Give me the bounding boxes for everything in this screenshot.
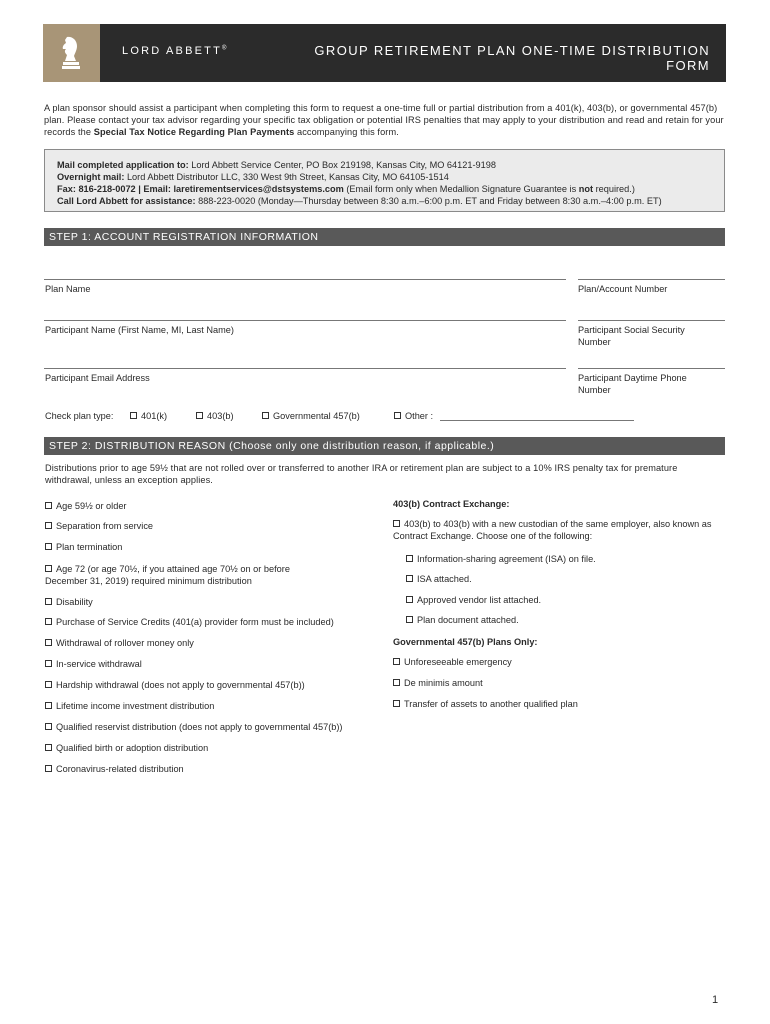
exchange-isa-on-file[interactable]: Information-sharing agreement (ISA) on file. xyxy=(406,553,596,565)
checkbox[interactable] xyxy=(45,598,52,605)
contract-exchange-heading: 403(b) Contract Exchange: xyxy=(393,499,510,509)
participant-name-field[interactable] xyxy=(44,320,566,321)
checkbox[interactable] xyxy=(393,700,400,707)
form-title: GROUP RETIREMENT PLAN ONE-TIME DISTRIBUTION FORM xyxy=(314,43,710,73)
knight-icon xyxy=(61,35,81,71)
checkbox[interactable] xyxy=(394,412,401,419)
reason-in-service[interactable]: In-service withdrawal xyxy=(45,658,142,670)
ssn-label: Participant Social Security Number xyxy=(578,325,685,348)
reason-transfer-assets[interactable]: Transfer of assets to another qualified plan xyxy=(393,698,578,710)
step2-header: STEP 2: DISTRIBUTION REASON (Choose only one distribution reason, if applicable.) xyxy=(44,437,725,455)
checkbox[interactable] xyxy=(45,543,52,550)
checkbox[interactable] xyxy=(262,412,269,419)
checkbox[interactable] xyxy=(393,679,400,686)
ssn-field[interactable] xyxy=(578,320,725,321)
plan-type-403b[interactable]: 403(b) xyxy=(196,410,234,422)
checkbox[interactable] xyxy=(406,555,413,562)
reason-age-59[interactable]: Age 59½ or older xyxy=(45,500,127,512)
checkbox[interactable] xyxy=(406,616,413,623)
step2-note: Distributions prior to age 59½ that are not rolled over or transferred to another IRA or retirement plan are subject to a 10% IRS penalty tax for premature withdrawal, unless an exception applies. xyxy=(45,463,678,486)
checkbox[interactable] xyxy=(393,658,400,665)
reason-rollover-withdrawal[interactable]: Withdrawal of rollover money only xyxy=(45,637,194,649)
step1-header: STEP 1: ACCOUNT REGISTRATION INFORMATION xyxy=(44,228,725,246)
checkbox[interactable] xyxy=(45,565,52,572)
reason-separation[interactable]: Separation from service xyxy=(45,520,153,532)
reason-rmd[interactable]: Age 72 (or age 70½, if you attained age 70½ on or before December 31, 2019) required minimum distribution xyxy=(45,564,290,587)
exchange-isa-attached[interactable]: ISA attached. xyxy=(406,573,472,585)
checkbox[interactable] xyxy=(45,681,52,688)
mailing-info: Mail completed application to: Lord Abbett Service Center, PO Box 219198, Kansas City, MO 64121-9198 Overnight mail: Lord Abbett Distributor LLC, 330 West 9th Street, Kansas City, MO 64105-1514 Fax: 816-218-0072 | Email: laretirementservices@dstsystems.com (Email form only when Medallion Signature Guarantee is not required.) Call Lord Abbett for assistance: 888-223-0020 (Monday—Thursday between 8:30 a.m.–6:00 p.m. ET and Friday between 8:30 a.m.–4:00 p.m. ET) xyxy=(57,160,662,207)
reason-lifetime-income[interactable]: Lifetime income investment distribution xyxy=(45,700,214,712)
reason-de-minimis[interactable]: De minimis amount xyxy=(393,677,483,689)
checkbox[interactable] xyxy=(406,575,413,582)
reason-plan-termination[interactable]: Plan termination xyxy=(45,541,122,553)
plan-name-label: Plan Name xyxy=(45,284,91,294)
reason-service-credits[interactable]: Purchase of Service Credits (401(a) provider form must be included) xyxy=(45,616,334,628)
plan-account-number-field[interactable] xyxy=(578,279,725,280)
phone-label: Participant Daytime Phone Number xyxy=(578,373,687,396)
reason-coronavirus[interactable]: Coronavirus-related distribution xyxy=(45,763,184,775)
checkbox[interactable] xyxy=(406,596,413,603)
checkbox[interactable] xyxy=(393,520,400,527)
brand-name: LORD ABBETT® xyxy=(122,45,229,57)
page-number: 1 xyxy=(712,994,719,1006)
plan-type-other[interactable]: Other : xyxy=(394,410,433,422)
reason-disability[interactable]: Disability xyxy=(45,596,93,608)
plan-type-401k[interactable]: 401(k) xyxy=(130,410,167,422)
participant-name-label: Participant Name (First Name, MI, Last Name) xyxy=(45,325,234,335)
checkbox[interactable] xyxy=(45,744,52,751)
checkbox[interactable] xyxy=(130,412,137,419)
checkbox[interactable] xyxy=(45,723,52,730)
plan-name-field[interactable] xyxy=(44,279,566,280)
checkbox[interactable] xyxy=(45,702,52,709)
checkbox[interactable] xyxy=(45,765,52,772)
checkbox[interactable] xyxy=(196,412,203,419)
checkbox[interactable] xyxy=(45,618,52,625)
check-plan-type-label: Check plan type: xyxy=(45,411,114,421)
phone-field[interactable] xyxy=(578,368,725,369)
checkbox[interactable] xyxy=(45,639,52,646)
exchange-vendor-list[interactable]: Approved vendor list attached. xyxy=(406,594,541,606)
reason-reservist[interactable]: Qualified reservist distribution (does not apply to governmental 457(b)) xyxy=(45,721,343,733)
plan-type-gov-457b[interactable]: Governmental 457(b) xyxy=(262,410,360,422)
other-plan-type-field[interactable] xyxy=(440,420,634,421)
email-field[interactable] xyxy=(44,368,566,369)
logo xyxy=(43,24,100,82)
reason-birth-adoption[interactable]: Qualified birth or adoption distribution xyxy=(45,742,208,754)
checkbox[interactable] xyxy=(45,502,52,509)
reason-contract-exchange[interactable]: 403(b) to 403(b) with a new custodian of the same employer, also known as Contract Exchange. Choose one of the following: xyxy=(393,519,712,542)
reason-hardship[interactable]: Hardship withdrawal (does not apply to governmental 457(b)) xyxy=(45,679,305,691)
gov-457b-heading: Governmental 457(b) Plans Only: xyxy=(393,637,538,647)
checkbox[interactable] xyxy=(45,522,52,529)
plan-account-number-label: Plan/Account Number xyxy=(578,284,668,294)
reason-unforeseeable-emergency[interactable]: Unforeseeable emergency xyxy=(393,656,512,668)
email-label: Participant Email Address xyxy=(45,373,150,383)
checkbox[interactable] xyxy=(45,660,52,667)
intro-text: A plan sponsor should assist a participant when completing this form to request a one-time full or partial distribution from a 401(k), 403(b), or governmental 457(b) plan. Please contact your tax advisor regarding your specific tax obligation or potential IRS penalties that may apply to your distribution and read and retain for your records the Special Tax Notice Regarding Plan Payments accompanying this form. xyxy=(44,103,724,138)
exchange-plan-document[interactable]: Plan document attached. xyxy=(406,614,519,626)
